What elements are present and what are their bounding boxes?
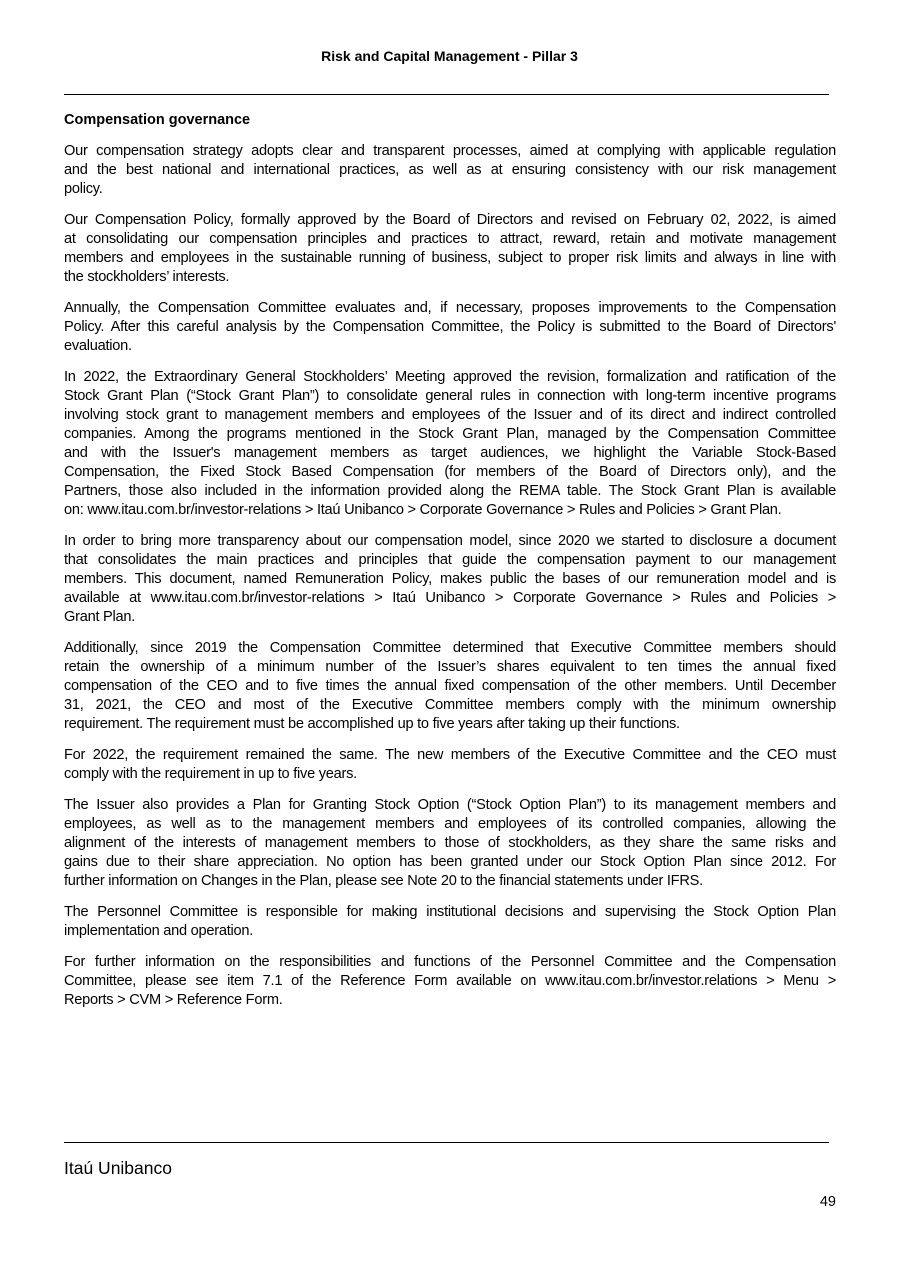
paragraph (64, 211, 836, 287)
paragraph-line: requirement. The requirement must be accomplished up to five years after taking up their functions. (64, 716, 680, 732)
paragraph-line: Additionally, since 2019 the Compensation Committee determined that Executive Committee members should (64, 640, 836, 656)
paragraph-line: gains due to their share appreciation. No option has been granted under our Stock Option Plan since 2012. For (64, 854, 836, 870)
paragraph (64, 953, 836, 1010)
paragraph-line: that consolidates the main practices and principles that guide the compensation payment to our management (64, 552, 836, 568)
paragraph-line: companies. Among the programs mentioned in the Stock Grant Plan, managed by the Compensation Committee (64, 426, 836, 442)
paragraph-line: members and employees in the sustainable running of business, subject to proper risk limits and always in line with (64, 250, 836, 266)
paragraph-line: Policy. After this careful analysis by the Compensation Committee, the Policy is submitted to the Board of Directors' (64, 319, 836, 335)
paragraph-line: and with the Issuer's management members as target audiences, we highlight the Variable Stock-Based (64, 445, 836, 461)
paragraph (64, 746, 836, 784)
paragraph-line: Committee, please see item 7.1 of the Reference Form available on www.itau.com.br/investor.relations > Menu > (64, 973, 836, 989)
paragraph-line: Our Compensation Policy, formally approved by the Board of Directors and revised on February 02, 2022, is aimed (64, 212, 836, 228)
paragraph-line: For 2022, the requirement remained the same. The new members of the Executive Committee and the CEO must (64, 747, 836, 763)
paragraph-line: In 2022, the Extraordinary General Stockholders’ Meeting approved the revision, formalization and ratification of the (64, 369, 836, 385)
paragraph (64, 142, 836, 199)
paragraph (64, 639, 836, 734)
paragraph-line: Grant Plan. (64, 609, 136, 625)
section-heading: Compensation governance (64, 112, 251, 128)
paragraph-line: the stockholders’ interests. (64, 269, 230, 285)
paragraph-line: evaluation. (64, 338, 132, 354)
paragraph-line: Reports > CVM > Reference Form. (64, 992, 283, 1008)
paragraph (64, 903, 836, 941)
paragraph-line: alignment of the interests of management members to those of stockholders, as they share the same risks and (64, 835, 836, 851)
paragraph-line: The Issuer also provides a Plan for Granting Stock Option (“Stock Option Plan”) to its management members and (64, 797, 836, 813)
paragraph (64, 299, 836, 356)
paragraph (64, 368, 836, 520)
document-body (64, 111, 836, 1022)
paragraph (64, 532, 836, 627)
paragraph-line: Our compensation strategy adopts clear and transparent processes, aimed at complying with applicable regulation (64, 143, 836, 159)
paragraph-line: further information on Changes in the Plan, please see Note 20 to the financial statements under IFRS. (64, 873, 703, 889)
header-divider (64, 94, 829, 95)
paragraph-line: Compensation, the Fixed Stock Based Compensation (for members of the Board of Directors only), and the (64, 464, 836, 480)
paragraph (64, 796, 836, 891)
paragraph-line: In order to bring more transparency about our compensation model, since 2020 we started to disclosure a document (64, 533, 836, 549)
paragraph-line: Annually, the Compensation Committee evaluates and, if necessary, proposes improvements to the Compensation (64, 300, 836, 316)
paragraph-line: policy. (64, 181, 103, 197)
paragraph-line: comply with the requirement in up to five years. (64, 766, 357, 782)
paragraphs (64, 142, 836, 1010)
paragraph-line: retain the ownership of a minimum number of the Issuer’s shares equivalent to ten times the annual fixed (64, 659, 836, 675)
paragraph-line: members. This document, named Remuneration Policy, makes public the bases of our remuneration model and is (64, 571, 836, 587)
paragraph-line: 31, 2021, the CEO and most of the Executive Committee members comply with the minimum ownership (64, 697, 836, 713)
running-header: Risk and Capital Management - Pillar 3 (321, 48, 578, 64)
footer-divider (64, 1142, 829, 1143)
paragraph-line: compensation of the CEO and to five times the annual fixed compensation of the other members. Until December (64, 678, 836, 694)
paragraph-line: Stock Grant Plan (“Stock Grant Plan”) to consolidate general rules in connection with long-term incentive programs (64, 388, 836, 404)
paragraph-line: at consolidating our compensation principles and practices to attract, reward, retain and motivate management (64, 231, 836, 247)
paragraph-line: For further information on the responsibilities and functions of the Personnel Committee and the Compensation (64, 954, 836, 970)
footer-company: Itaú Unibanco (64, 1158, 172, 1178)
paragraph-line: implementation and operation. (64, 923, 254, 939)
paragraph-line: Partners, those also included in the information provided along the REMA table. The Stock Grant Plan is available (64, 483, 836, 499)
paragraph-line: and the best national and international practices, as well as at ensuring consistency with our risk management (64, 162, 836, 178)
paragraph-line: on: www.itau.com.br/investor-relations > Itaú Unibanco > Corporate Governance > Rules and Policies > Grant Plan. (64, 502, 782, 518)
paragraph-line: involving stock grant to management members and employees of the Issuer and of its direct and indirect controlled (64, 407, 836, 423)
paragraph-line: The Personnel Committee is responsible for making institutional decisions and supervising the Stock Option Plan (64, 904, 836, 920)
paragraph-line: employees, as well as to the management members and employees of its controlled companies, allowing the (64, 816, 836, 832)
page-number: 49 (819, 1194, 836, 1210)
paragraph-line: available at www.itau.com.br/investor-relations > Itaú Unibanco > Corporate Governance > Rules and Policies > (64, 590, 836, 606)
